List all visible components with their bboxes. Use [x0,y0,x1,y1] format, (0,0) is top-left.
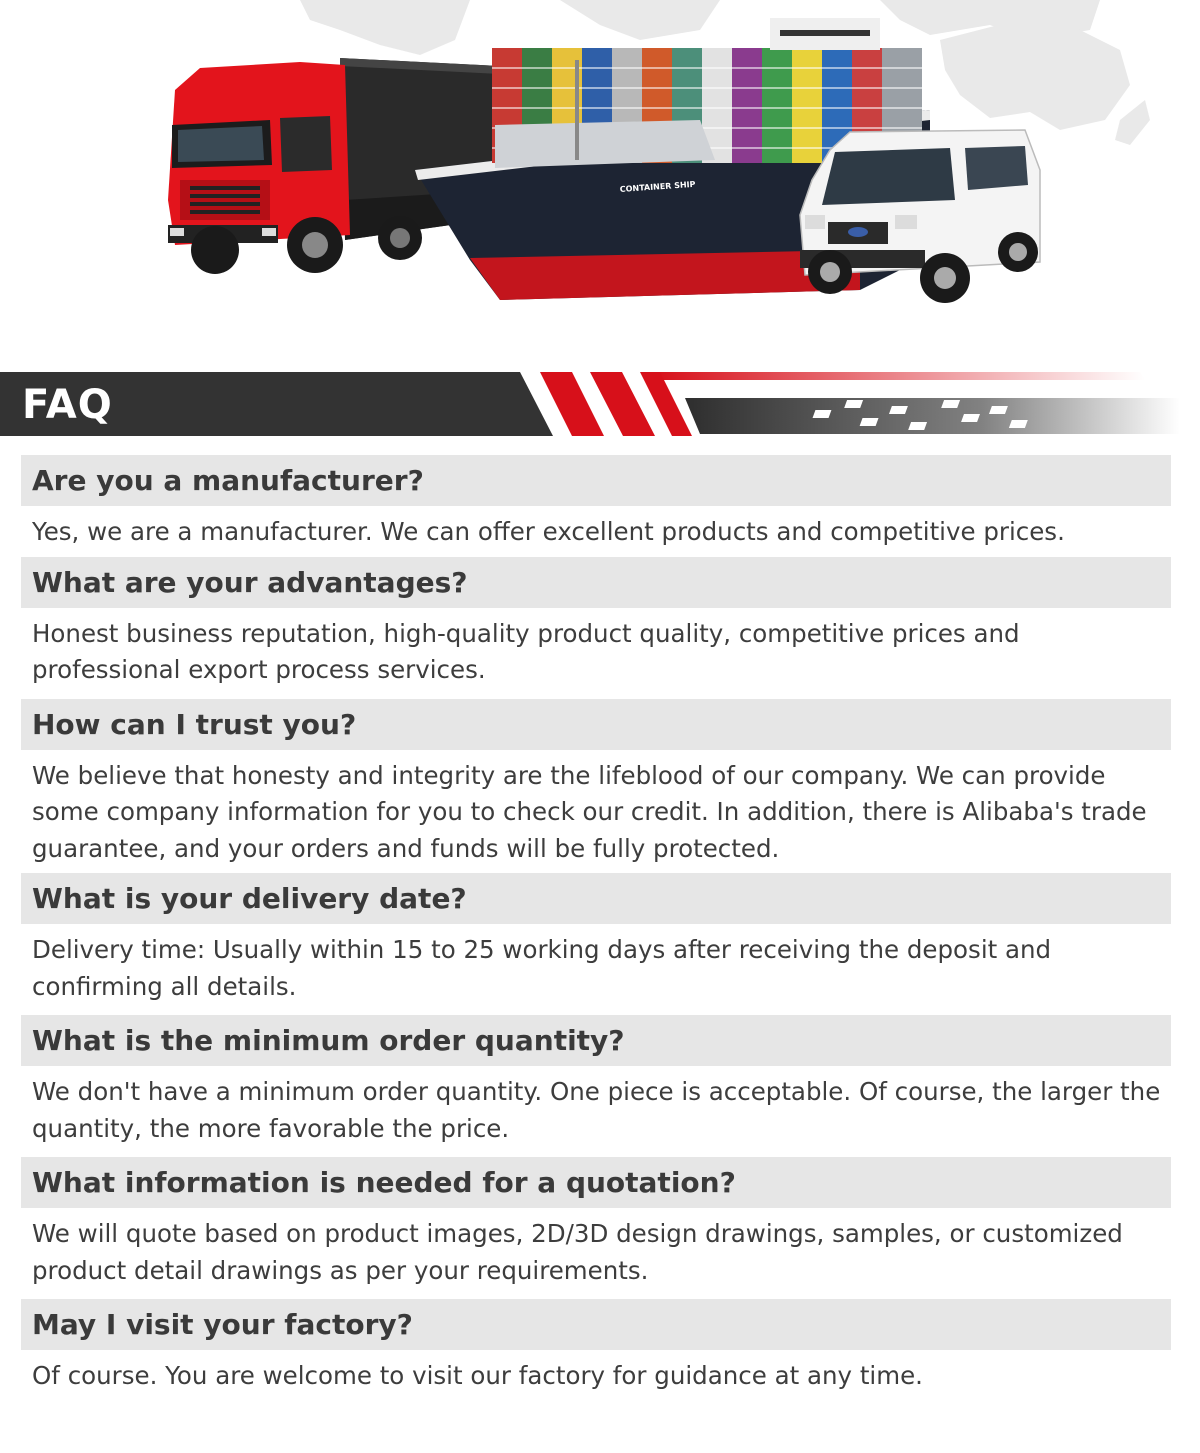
faq-list [21,455,1171,1405]
faq-header-banner [0,370,1200,436]
faq-item [21,455,1171,557]
faq-question: How can I trust you? [21,699,1171,750]
faq-title: FAQ [22,382,113,428]
white-van-icon [800,130,1040,303]
faq-answer: Of course. You are welcome to visit our factory for guidance at any time. [32,1361,923,1390]
faq-question: Are you a manufacturer? [21,455,1171,506]
faq-answer: Honest business reputation, high-quality product quality, competitive prices and professional export process services. [32,618,1020,684]
faq-item [21,1299,1171,1405]
faq-banner-graphic [0,370,1200,436]
faq-item [21,1015,1171,1157]
faq-item [21,873,1171,1015]
faq-question: What is your delivery date? [21,873,1171,924]
faq-item [21,699,1171,874]
faq-item [21,1157,1171,1299]
faq-question: What are your advantages? [21,557,1171,608]
logistics-illustration [0,0,1200,370]
logistics-hero-image [0,0,1200,370]
faq-question: May I visit your factory? [21,1299,1171,1350]
faq-answer: We will quote based on product images, 2D/3D design drawings, samples, or customized product detail drawings as per your requirements. [32,1219,1123,1285]
faq-answer: Yes, we are a manufacturer. We can offer excellent products and competitive prices. [32,517,1065,546]
ship-hull-label: CONTAINER SHIP [619,179,696,194]
faq-answer: Delivery time: Usually within 15 to 25 working days after receiving the deposit and confirming all details. [32,935,1052,1001]
faq-question: What is the minimum order quantity? [21,1015,1171,1066]
faq-item [21,557,1171,699]
faq-answer: We don't have a minimum order quantity. One piece is acceptable. Of course, the larger the quantity, the more favorable the price. [32,1077,1161,1143]
faq-answer: We believe that honesty and integrity are the lifeblood of our company. We can provide some company information for you to check our credit. In addition, there is Alibaba's trade guarantee, and your orders and funds will be fully protected. [32,760,1147,863]
faq-question: What information is needed for a quotation? [21,1157,1171,1208]
